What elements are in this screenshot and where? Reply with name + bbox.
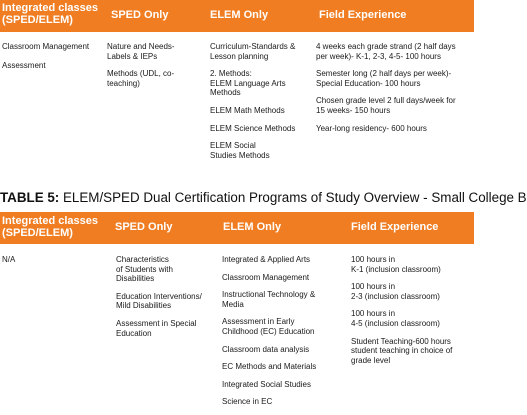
table5-sped-item: Education Interventions/ Mild Disabilities	[116, 291, 202, 311]
table5-field-item: Student Teaching-600 hours student teaching in choice of grade level	[351, 336, 453, 365]
table4-header-elem: ELEM Only	[210, 9, 269, 21]
table4-field-item: Year-long residency- 600 hours	[316, 123, 427, 133]
table5-col-elem	[222, 255, 346, 412]
table4-field-item: Semester long (2 half days per week)- Special Education- 100 hours	[316, 69, 452, 88]
table5-elem-item: Assessment in Early Childhood (EC) Education	[222, 317, 315, 336]
table5-elem-item: Science in EC	[222, 397, 273, 407]
table5-elem-item: Classroom Management	[222, 272, 310, 282]
table4-elem-item: 2. Methods: ELEM Language Arts Methods	[210, 69, 286, 98]
table4-header-field: Field Experience	[319, 9, 407, 21]
table4-header-sped: SPED Only	[111, 9, 169, 21]
table5-col-sped	[116, 255, 220, 343]
table4-header-row	[0, 0, 474, 32]
table4-field-item: Chosen grade level 2 full days/week for 15 weeks- 150 hours	[316, 96, 456, 115]
table5-sped-item: Characteristics of Students with Disabilities	[116, 255, 173, 284]
table5-elem-item: Instructional Technology & Media	[222, 290, 316, 309]
table4-elem-item: ELEM Social Studies Methods	[210, 141, 270, 160]
table5-header-sped: SPED Only	[115, 221, 173, 233]
table4-col-field	[316, 42, 474, 138]
table4-elem-item: Curriculum-Standards & Lesson planning	[210, 42, 296, 61]
table5-elem-item: Integrated & Applied Arts	[222, 255, 311, 264]
table5-col-field	[351, 255, 474, 370]
table4-header-integrated: Integrated classes (SPED/ELEM)	[2, 2, 98, 26]
table4-field-item: 4 weeks each grade strand (2 half days per week)- K-1, 2-3, 4-5- 100 hours	[316, 42, 456, 61]
table4-col-elem	[210, 42, 314, 165]
table4-col-integrated	[2, 42, 106, 75]
table5-integrated-item: N/A	[2, 255, 16, 264]
table4-elem-item: ELEM Science Methods	[210, 123, 296, 133]
table4-integrated-item: Assessment	[2, 60, 46, 70]
table5-field-item: 100 hours in 4-5 (inclusion classroom)	[351, 309, 440, 328]
table5-elem-item: Integrated Social Studies	[222, 379, 311, 389]
table4-sped-item: Nature and Needs- Labels & IEPs	[107, 42, 175, 61]
table4-integrated-item: Classroom Management	[2, 42, 90, 51]
table5-header-integrated: Integrated classes (SPED/ELEM)	[2, 215, 98, 239]
table5-header-elem: ELEM Only	[223, 221, 282, 233]
table5-caption	[0, 190, 527, 206]
table4-col-sped	[107, 42, 207, 93]
table4-sped-item: Methods (UDL, co- teaching)	[107, 69, 175, 88]
table5-caption-label: TABLE 5:	[0, 190, 60, 205]
table5-field-item: 100 hours in K-1 (inclusion classroom)	[351, 255, 441, 274]
table5-col-integrated	[2, 255, 102, 270]
table4-elem-item: ELEM Math Methods	[210, 105, 285, 115]
table5-elem-item: EC Methods and Materials	[222, 362, 317, 372]
table5-sped-item: Assessment in Special Education	[116, 318, 197, 338]
table5-elem-item: Classroom data analysis	[222, 344, 310, 354]
table5-header-row	[0, 212, 474, 244]
table5-header-field: Field Experience	[351, 221, 439, 233]
table5-caption-text: ELEM/SPED Dual Certification Programs of Study Overview - Small College B	[59, 190, 527, 205]
table5-field-item: 100 hours in 2-3 (inclusion classroom)	[351, 282, 440, 301]
